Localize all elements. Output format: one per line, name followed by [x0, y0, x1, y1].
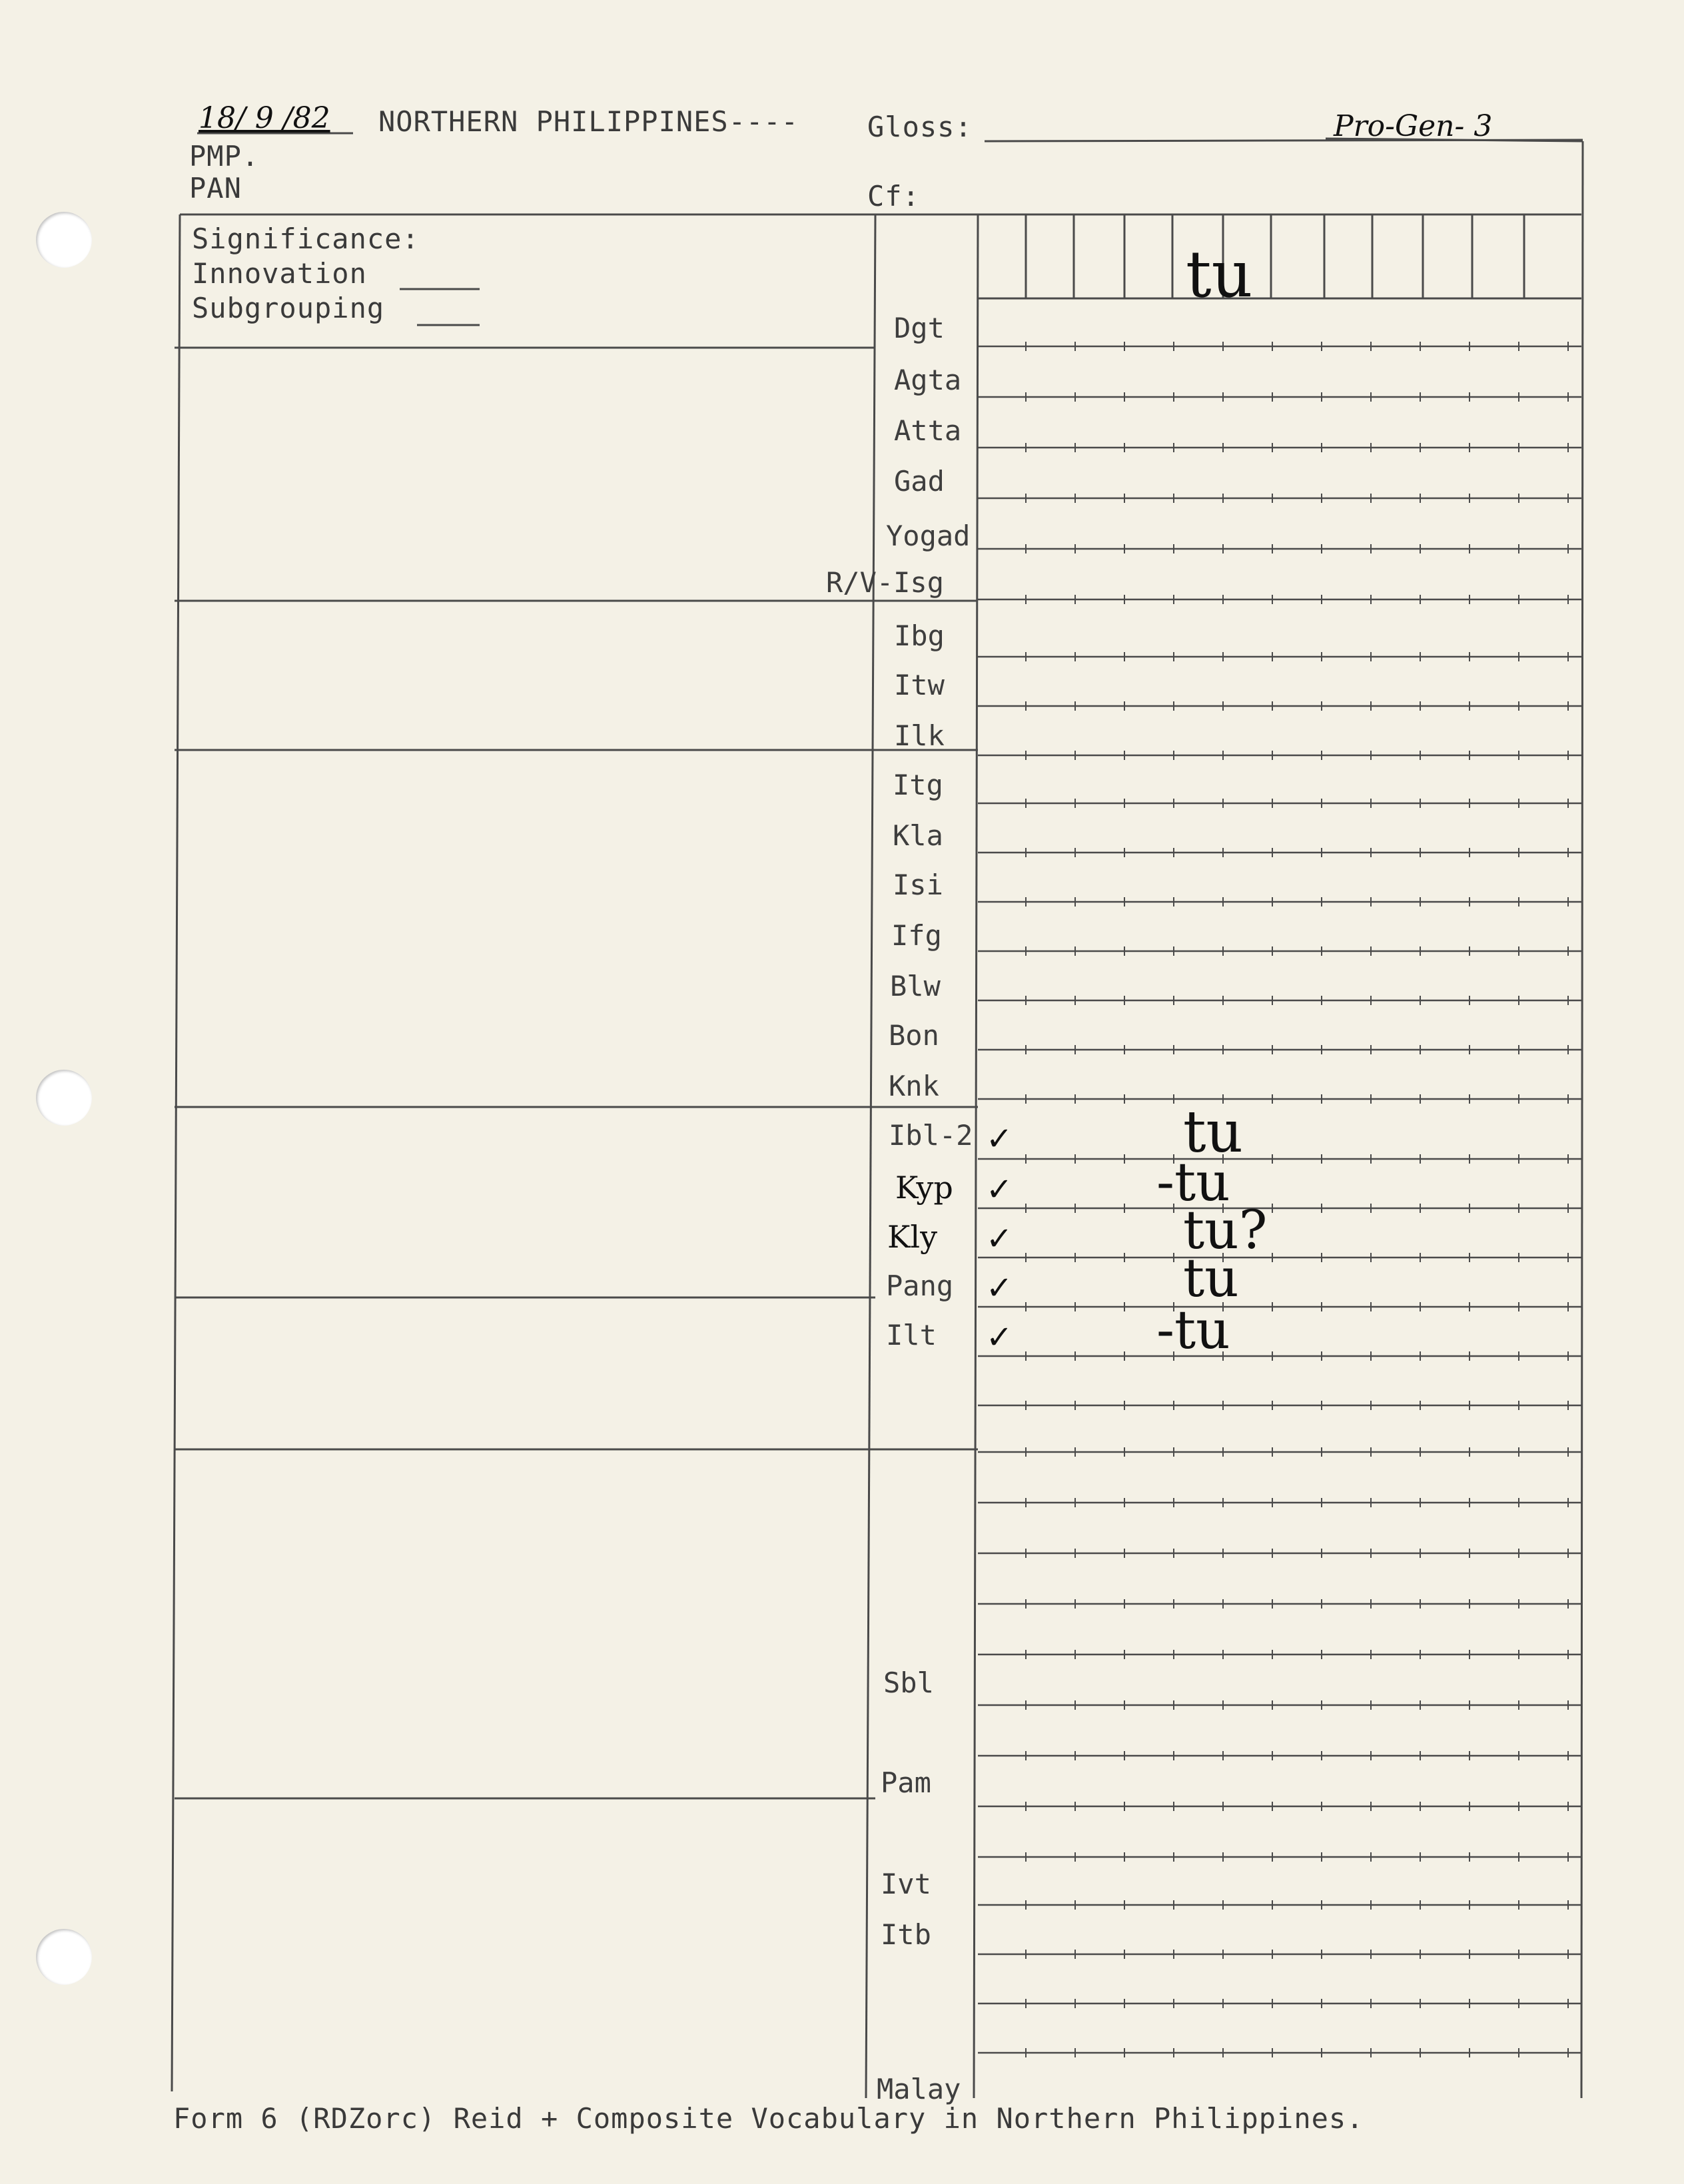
- lang-ibl-2: Ibl-2: [889, 1119, 973, 1152]
- lang-kla: Kla: [893, 819, 943, 852]
- lang-gad: Gad: [894, 465, 945, 498]
- lang-ilt: Ilt: [886, 1319, 937, 1351]
- check-mark: ✓: [986, 1220, 1013, 1258]
- frame-left: [172, 214, 180, 2091]
- lang-dgt: Dgt: [894, 312, 945, 344]
- lang-ibg: Ibg: [894, 619, 945, 652]
- lang-isi: Isi: [893, 869, 943, 901]
- card-code: Pro-Gen- 3: [1334, 109, 1493, 143]
- lang-pam: Pam: [881, 1766, 931, 1799]
- lang-rv-isg: R/V-Isg: [826, 566, 945, 599]
- lang-itg: Itg: [893, 769, 943, 801]
- form-kyp: -tu: [1156, 1151, 1230, 1213]
- lang-blw: Blw: [890, 970, 941, 1002]
- lang-ilk: Ilk: [894, 719, 945, 752]
- lang-atta: Atta: [894, 414, 962, 447]
- check-mark: ✓: [986, 1120, 1013, 1158]
- lang-sbl: Sbl: [883, 1666, 934, 1699]
- check-mark: ✓: [986, 1171, 1013, 1208]
- check-mark: ✓: [986, 1270, 1013, 1307]
- label-column-left: [866, 214, 875, 2098]
- form-title: NORTHERN PHILIPPINES----: [378, 105, 799, 138]
- gloss-label: Gloss:: [867, 111, 973, 143]
- top-form: tu: [1186, 237, 1253, 312]
- significance-label: Significance:: [192, 222, 420, 255]
- lang-yogad: Yogad: [886, 520, 971, 552]
- lang-malay: Malay: [877, 2073, 961, 2105]
- innovation-label: Innovation: [192, 257, 367, 290]
- subgrouping-label: Subgrouping: [192, 292, 385, 324]
- form-ilt: -tu: [1156, 1299, 1230, 1361]
- label-column-right: [974, 214, 978, 2098]
- lang-kly: Kly: [887, 1219, 938, 1255]
- form-kly: tu?: [1183, 1199, 1268, 1261]
- lang-itw: Itw: [894, 669, 945, 701]
- lang-pang: Pang: [886, 1270, 954, 1302]
- lang-ivt: Ivt: [881, 1868, 931, 1900]
- lang-bon: Bon: [889, 1019, 939, 1052]
- date: 18/ 9 /82: [199, 101, 330, 135]
- form-footer: Form 6 (RDZorc) Reid + Composite Vocabulary in Northern Philippines.: [173, 2102, 1364, 2135]
- lang-itb: Itb: [881, 1918, 931, 1951]
- pan-label: PAN: [189, 172, 242, 204]
- lang-agta: Agta: [894, 364, 962, 396]
- check-mark: ✓: [986, 1319, 1013, 1356]
- lang-kyp: Kyp: [895, 1170, 953, 1206]
- pmp-label: PMP.: [189, 140, 260, 173]
- cf-label: Cf:: [867, 180, 920, 212]
- lang-knk: Knk: [889, 1070, 939, 1102]
- form-ibl-2: tu: [1183, 1099, 1243, 1166]
- form-pang: tu: [1183, 1247, 1239, 1309]
- lang-ifg: Ifg: [891, 919, 942, 952]
- frame-right: [1581, 141, 1583, 2098]
